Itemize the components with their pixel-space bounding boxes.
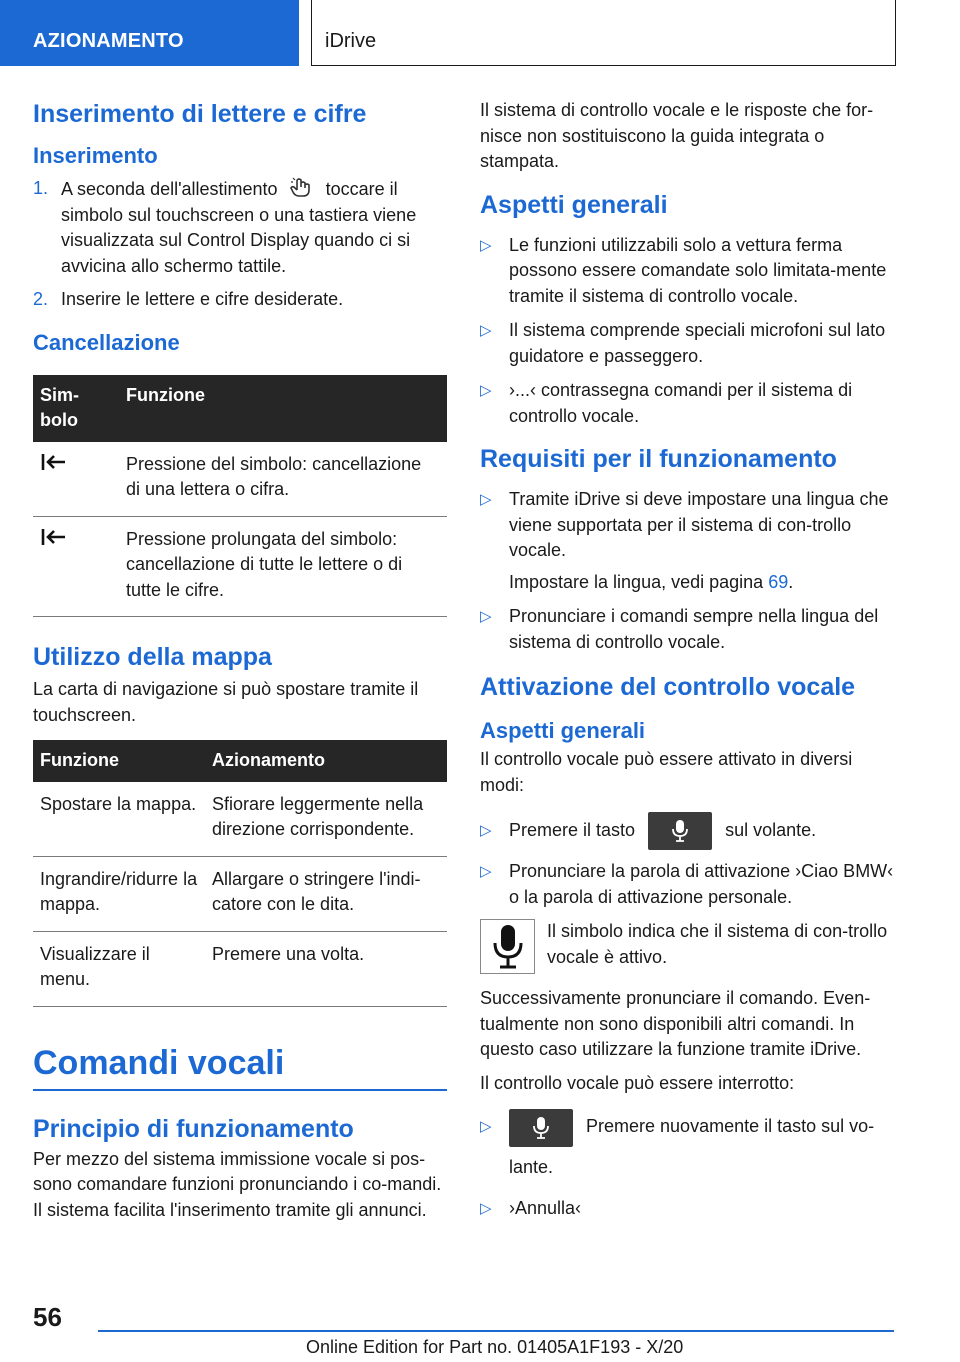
list-item-text: Premere nuovamente il tasto sul vo-lante. (509, 1116, 875, 1177)
table-cell: Spostare la mappa. (33, 782, 205, 857)
list-item-text: sul volante. (725, 820, 817, 840)
heading-aspetti-generali: Aspetti generali (480, 190, 668, 219)
principio-paragraph: Per mezzo del sistema immissione vocale si pos-sono comandare funzioni pronunciando i co-mandi. Il sistema facilita l'inserimento tramite gli annunci. (33, 1148, 442, 1220)
list-item-text: Pronunciare la parola di attivazione ›Ciao BMW‹ o la parola di attivazione personale. (509, 861, 894, 907)
header-frame (311, 0, 896, 66)
step-number: 2. (33, 289, 49, 309)
table-cell: Sfiorare leggermente nella direzione corrispondente. (205, 782, 447, 857)
footer-edition: Online Edition for Part no. 01405A1F193 - X/20 (306, 1337, 684, 1357)
table-row (33, 442, 447, 517)
right-column (480, 98, 894, 1230)
heading-aspetti-generali-2: Aspetti generali (480, 718, 646, 743)
triangle-bullet-icon: ▷ (480, 236, 492, 254)
page-header-title: iDrive (325, 30, 377, 52)
list-item (480, 1196, 894, 1222)
step-text-continued: toccare il simbolo sul touchscreen o una tastiera viene visualizzata sul Control Display quando ci si avvicina allo schermo tattile. (61, 179, 417, 276)
delete-character-icon (40, 527, 68, 551)
list-item-text: ›...‹ contrassegna comandi per il sistema di controllo vocale. (509, 380, 853, 426)
list-item (480, 859, 894, 910)
heading-inserimento: Inserimento (33, 143, 158, 168)
cancellazione-table (33, 375, 447, 618)
triangle-bullet-icon: ▷ (480, 322, 492, 339)
heading-attivazione: Attivazione del controllo vocale (480, 673, 856, 701)
page-number: 56 (33, 1302, 62, 1332)
table-cell: Premere una volta. (205, 931, 447, 1006)
attivazione-paragraph: Il controllo vocale può essere attivato in diversi modi: (480, 749, 853, 795)
voice-button-icon (648, 812, 712, 850)
interrotto-paragraph: Il controllo vocale può essere interrotto: (480, 1072, 795, 1093)
table-cell: Allargare o stringere l'indi-catore con le dita. (205, 856, 447, 931)
list-item (480, 318, 894, 369)
list-item-text: Pronunciare i comandi sempre nella lingua del sistema di controllo vocale. (509, 606, 879, 652)
list-item-text: ›Annulla‹ (509, 1197, 582, 1218)
heading-lettere-cifre: Inserimento di lettere e cifre (33, 100, 367, 128)
heading-cancellazione: Cancellazione (33, 329, 180, 355)
voice-button-icon (509, 1109, 573, 1147)
step-number: 1. (33, 178, 49, 198)
table-cell: Visualizzare il menu. (33, 931, 205, 1006)
list-item-text: Premere il tasto (509, 820, 636, 840)
table-header-simbolo: Sim- bolo (33, 375, 119, 442)
list-item-text: Le funzioni utilizzabili solo a vettura ferma possono essere comandate solo limitata-mente tramite il sistema di controllo vocale. (509, 234, 887, 306)
table-row (33, 516, 447, 617)
delete-character-icon (40, 452, 68, 476)
triangle-bullet-icon: ▷ (480, 608, 492, 625)
triangle-bullet-icon: ▷ (480, 491, 492, 508)
page-link[interactable]: 69 (768, 571, 789, 592)
hand-pointer-icon (287, 176, 317, 196)
heading-principio: Principio di funzionamento (33, 1114, 354, 1143)
list-item-text: Il sistema comprende speciali microfoni sul lato guidatore e passeggero. (509, 320, 886, 366)
microphone-notice (480, 919, 894, 974)
successivamente-paragraph: Successivamente pronunciare il comando. Even-tualmente non sono disponibili altri comandi. In questo caso utilizzare la funzione tramite iDrive. (480, 988, 871, 1060)
triangle-bullet-icon: ▷ (480, 1199, 492, 1217)
heading-rule (33, 1089, 447, 1091)
step-text: A seconda dell'allestimento (61, 179, 278, 199)
step-text: Inserire le lettere e cifre desiderate. (61, 289, 344, 309)
table-header-funzione: Funzione (119, 375, 447, 442)
list-item (480, 604, 894, 655)
table-header-funzione: Funzione (33, 740, 205, 782)
list-item (480, 378, 894, 429)
heading-mappa: Utilizzo della mappa (33, 643, 272, 671)
step-2 (33, 287, 447, 313)
table-cell: Ingrandire/ridurre la mappa. (33, 856, 205, 931)
footer-rule (98, 1330, 894, 1332)
table-cell: Pressione prolungata del simbolo: cancellazione di tutte le lettere o di tutte le cifre. (119, 516, 447, 617)
heading-requisiti: Requisiti per il funzionamento (480, 445, 837, 473)
mappa-paragraph: La carta di navigazione si può spostare tramite il touchscreen. (33, 679, 419, 725)
list-item (480, 810, 894, 850)
list-item (480, 487, 894, 595)
table-header-azionamento: Azionamento (205, 740, 447, 782)
table-row (33, 931, 447, 1006)
triangle-bullet-icon: ▷ (480, 382, 492, 399)
reference-text: Impostare la lingua, vedi pagina (509, 571, 764, 592)
list-item (480, 1106, 894, 1186)
triangle-bullet-icon: ▷ (480, 1118, 492, 1136)
left-column (33, 98, 447, 1223)
table-cell (33, 516, 119, 617)
mappa-table (33, 740, 447, 1007)
microphone-notice-text: Il simbolo indica che il sistema di con-trollo vocale è attivo. (547, 921, 888, 967)
intro-paragraph: Il sistema di controllo vocale e le risposte che for-nisce non sostituiscono la guida integrata o stampata. (480, 100, 874, 171)
triangle-bullet-icon: ▷ (480, 822, 492, 839)
table-row (33, 782, 447, 857)
microphone-icon (480, 919, 535, 974)
step-1 (33, 176, 447, 279)
lingua-reference: Impostare la lingua, vedi pagina 69. (509, 571, 794, 592)
table-cell (33, 442, 119, 517)
table-row (33, 856, 447, 931)
list-item (480, 233, 894, 310)
table-cell: Pressione del simbolo: cancellazione di una lettera o cifra. (119, 442, 447, 517)
triangle-bullet-icon: ▷ (480, 863, 492, 881)
list-item-text: Tramite iDrive si deve impostare una lingua che viene supportata per il sistema di con-trollo vocale. (509, 489, 889, 560)
heading-comandi-vocali: Comandi vocali (33, 1043, 285, 1082)
section-tab: AZIONAMENTO (0, 0, 299, 66)
